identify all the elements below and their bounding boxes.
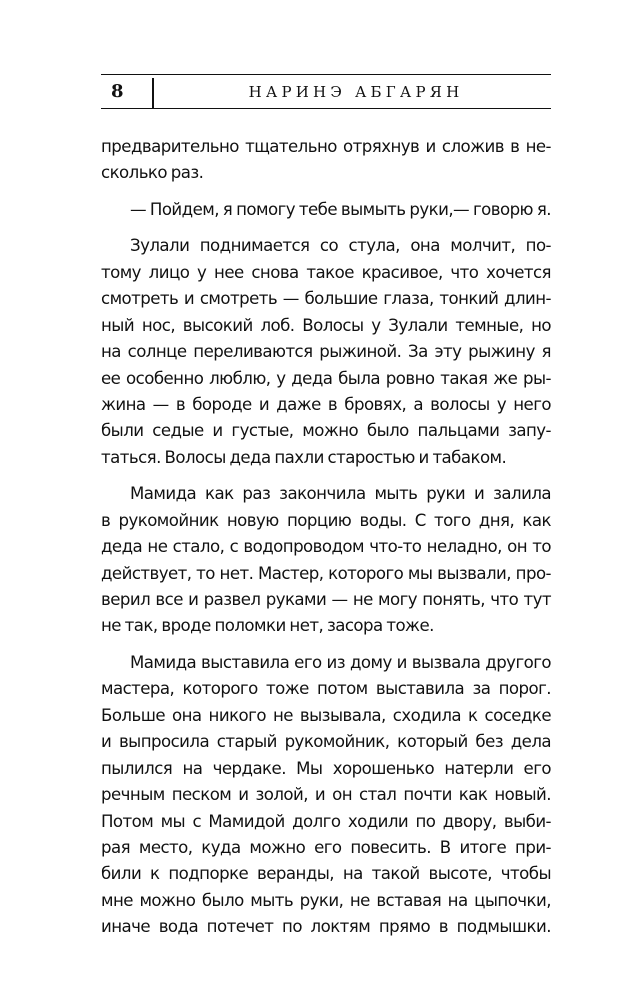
text-line: на солнце переливаются рыжиной. За эту рыжину я <box>101 342 551 362</box>
paragraph <box>101 233 551 471</box>
text-line: ный нос, высокий лоб. Волосы у Зулали темные, но <box>101 315 551 335</box>
text-line: были седые и густые, можно было пальцами запу- <box>101 421 551 441</box>
text-line: смотреть и смотреть — большие глаза, тонкий длин- <box>101 289 551 309</box>
text-line: деда не стало, с водопроводом что-то неладно, он то <box>101 537 551 557</box>
text-line: Потом мы с Мамидой долго ходили по двору, выби- <box>101 811 551 831</box>
text-line: ее особенно люблю, у деда была ровно такая же ры- <box>101 368 551 388</box>
text-line: иначе вода потечет по локтям прямо в подмышки. <box>101 917 551 937</box>
page-number: 8 <box>111 81 124 102</box>
text-line: Мамида выставила его из дому и вызвала другого <box>130 652 551 672</box>
header-bottom-rule <box>101 108 551 109</box>
text-line: таться. Волосы деда пахли старостью и табаком. <box>101 447 507 467</box>
paragraph <box>101 197 551 223</box>
text-line: мне можно было мыть руки, не вставая на цыпочки, <box>101 890 551 910</box>
header-top-rule <box>101 74 551 75</box>
text-line: не так, вроде поломки нет, засора тоже. <box>101 616 434 636</box>
text-line: и выпросила старый рукомойник, который без дела <box>101 732 551 752</box>
text-line: Зулали поднимается со стула, она молчит, по- <box>130 236 551 256</box>
text-line: сколько раз. <box>101 163 204 183</box>
text-line: предварительно тщательно отряхнув и сложив в не- <box>101 137 551 156</box>
running-head-author: НАРИНЭ АБГАРЯН <box>248 83 464 101</box>
header-divider <box>152 78 154 108</box>
text-line: верил все и развел руками — не могу понять, что тут <box>101 590 551 609</box>
paragraph <box>101 650 551 941</box>
text-line: Мамида как раз закончила мыть руки и залила <box>130 484 551 504</box>
text-line: Больше она никого не вызывала, сходила к соседке <box>101 705 551 725</box>
text-line: тому лицо у нее снова такое красивое, что хочется <box>101 262 551 282</box>
paragraph <box>101 134 551 187</box>
text-line: речным песком и золой, и он стал почти как новый. <box>101 785 551 805</box>
paragraph <box>101 481 551 640</box>
text-line: рая место, куда можно его повесить. В итоге при- <box>101 837 551 857</box>
text-line: пылился на чердаке. Мы хорошенько натерли его <box>101 758 551 778</box>
body-text <box>101 134 551 941</box>
page-header <box>101 74 551 110</box>
text-line: мастера, которого тоже потом выставила за порог. <box>101 679 551 699</box>
text-line: — Пойдем, я помогу тебе вымыть руки,— говорю я. <box>130 199 551 219</box>
text-line: в рукомойник новую порцию воды. С того дня, как <box>101 510 551 530</box>
text-line: били к подпорке веранды, на такой высоте, чтобы <box>101 864 551 884</box>
text-line: жина — в бороде и даже в бровях, а волосы у него <box>101 394 551 414</box>
text-line: действует, то нет. Мастер, которого мы вызвали, про- <box>101 563 551 583</box>
